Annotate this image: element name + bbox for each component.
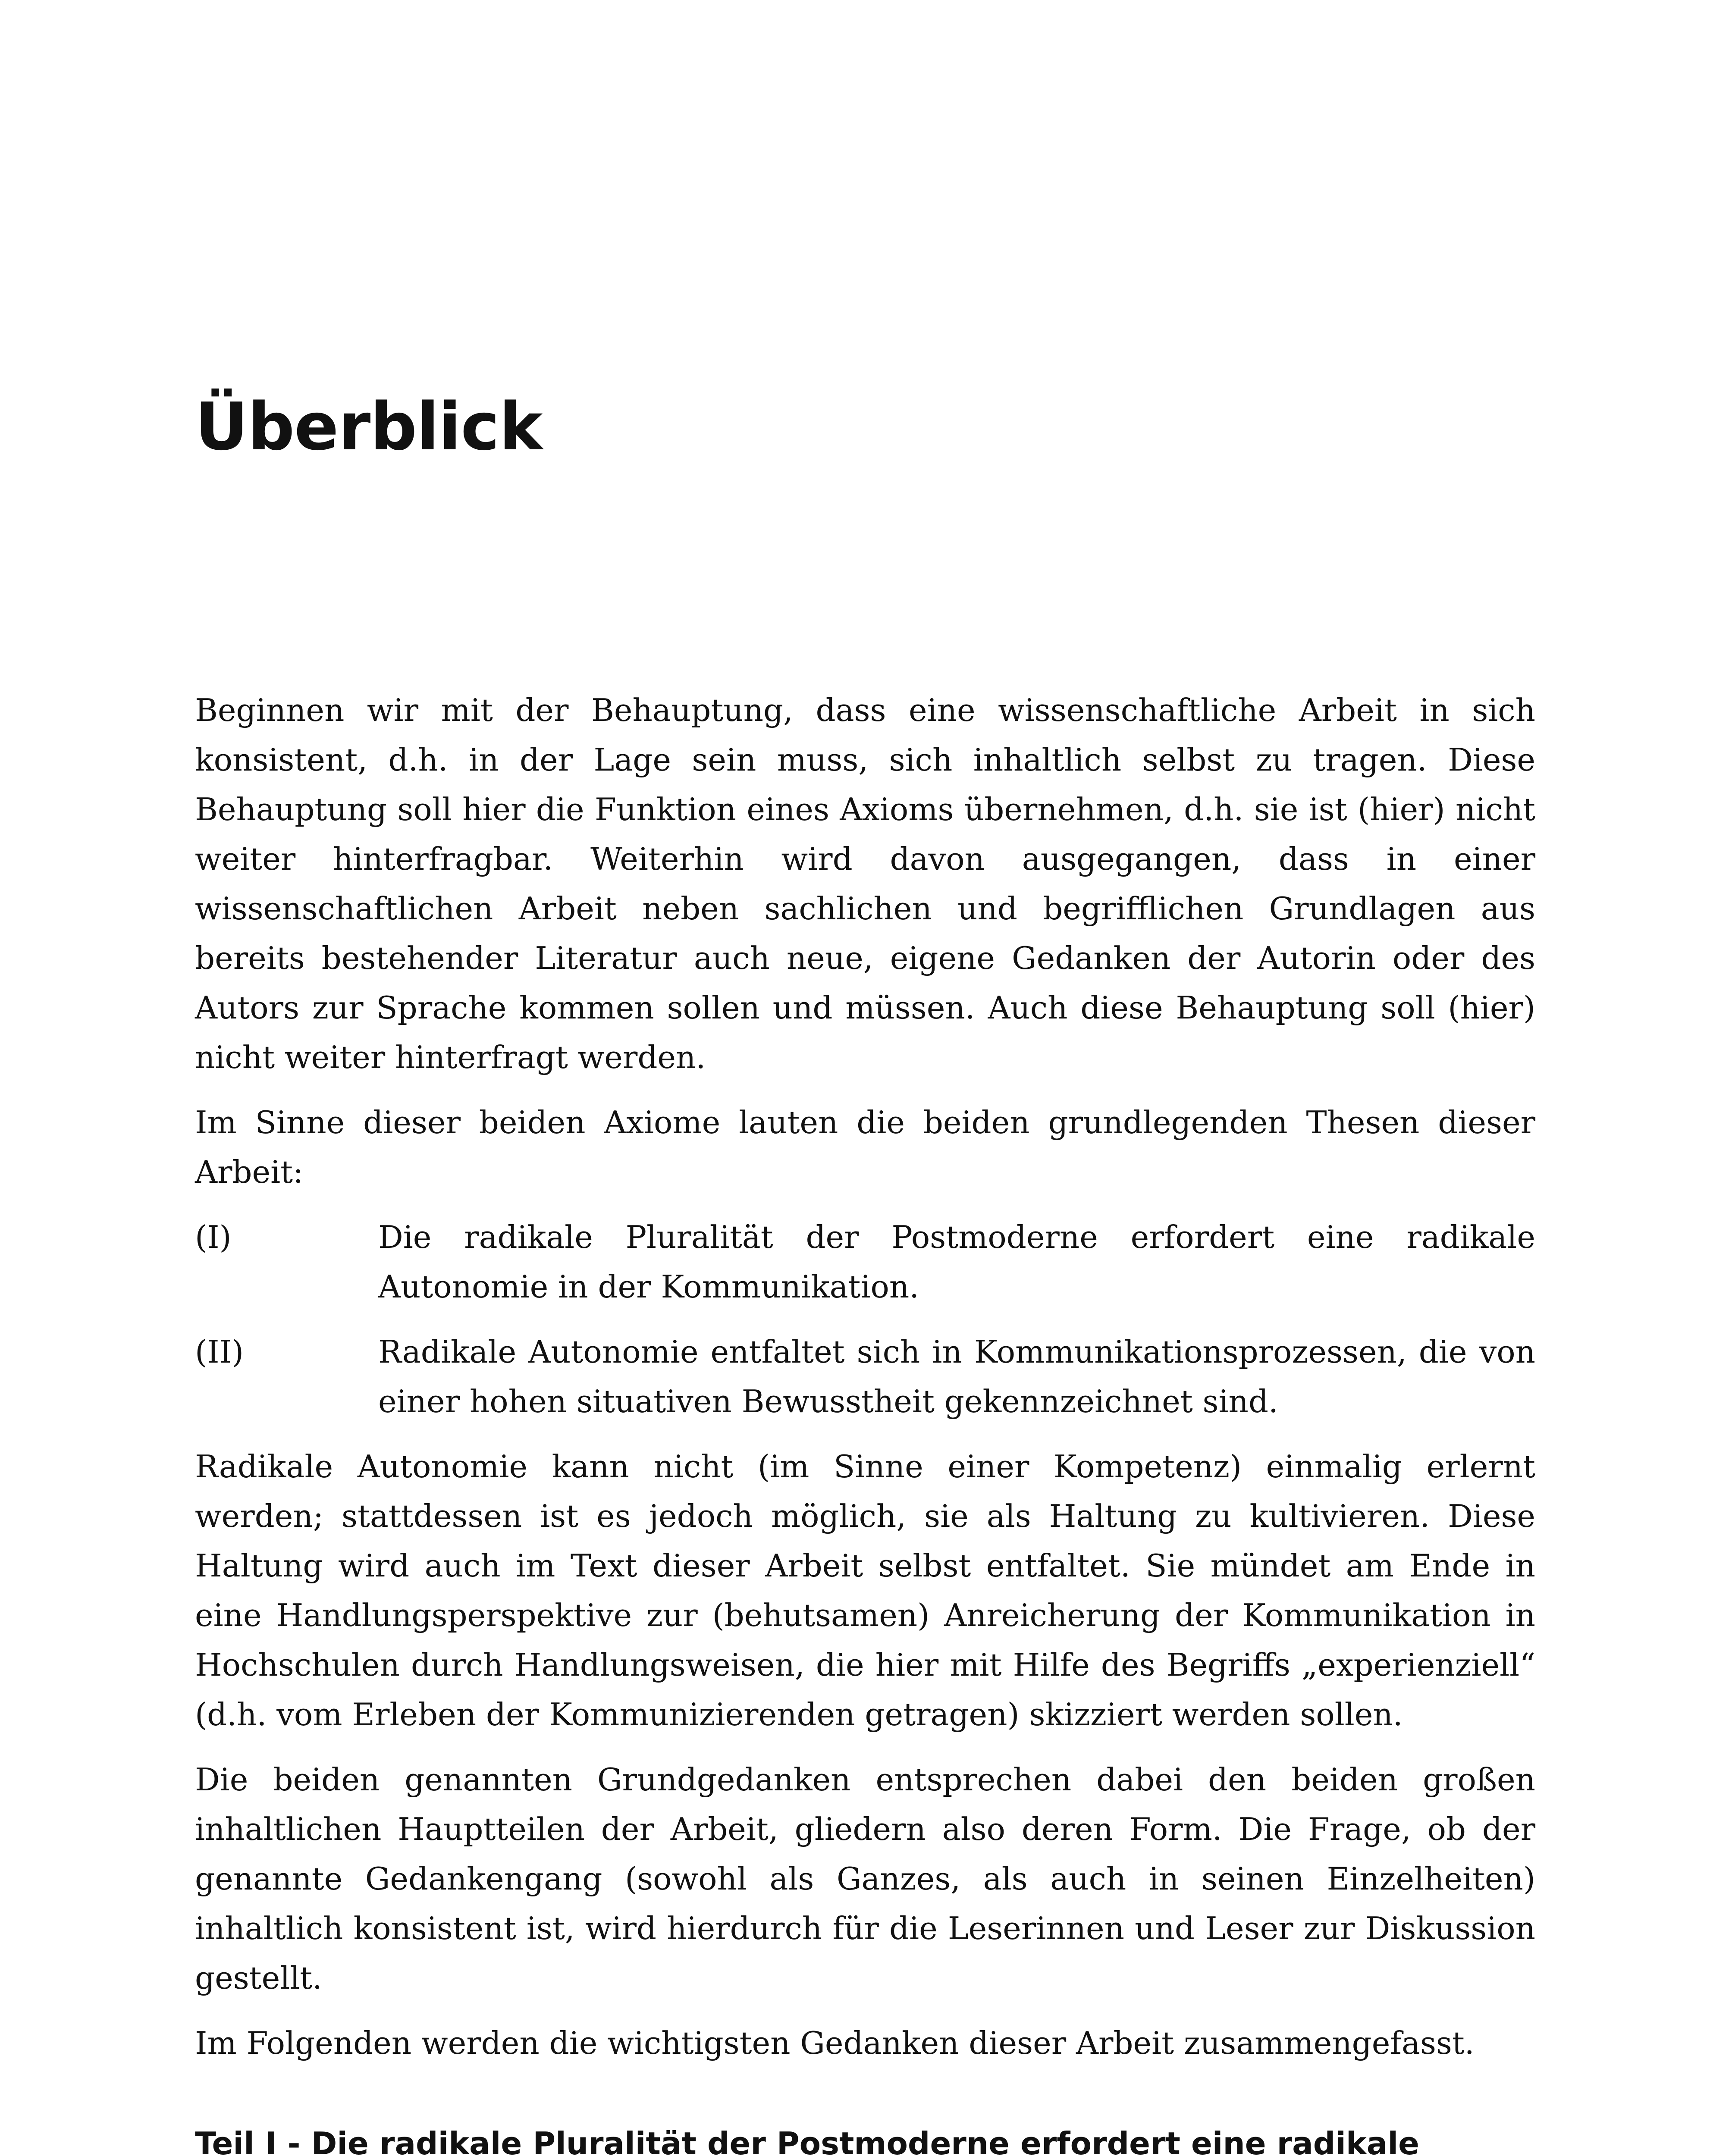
body-paragraph-3: Im Folgenden werden die wichtigsten Gedanken dieser Arbeit zusammengefasst.	[195, 2025, 1475, 2061]
body-paragraph-1: Radikale Autonomie kann nicht (im Sinne einer Kompetenz) einmalig erlernt werden; stattdessen ist es jedoch möglich, sie als Haltung zu kultivieren. Diese Haltung wird auch im Text dieser Arbeit selbst entfaltet. Sie mündet am Ende in eine Handlungsperspektive zur (behutsamen) Anreicherung der Kommunikation in Hochschulen durch Handlungsweisen, die hier mit Hilfe des Begriffs „experienziell“ (d.h. vom Erleben der Kommunizierenden getragen) skizziert werden sollen.	[195, 1448, 1535, 1733]
thesis-number: (I)	[195, 1219, 232, 1255]
body-paragraph-2: Die beiden genannten Grundgedanken entsprechen dabei den beiden großen inhaltlichen Hauptteilen der Arbeit, gliedern also deren Form. Die Frage, ob der genannte Gedankengang (sowohl als Ganzes, als auch in seinen Einzelheiten) inhaltlich konsistent ist, wird hierdurch für die Leserinnen und Leser zur Diskussion gestellt.	[195, 1761, 1535, 1996]
thesis-item-2	[195, 1327, 1535, 1426]
part-heading: Teil I - Die radikale Pluralität der Postmoderne erfordert eine radikale	[195, 2125, 1419, 2156]
chapter-title: Überblick	[195, 389, 543, 465]
thesis-item-1	[195, 1213, 1535, 1312]
thesis-number: (II)	[195, 1334, 244, 1370]
thesis-text: Radikale Autonomie entfaltet sich in Kommunikationsprozessen, die von einer hohen situativen Bewusstheit gekennzeichnet sind.	[378, 1334, 1535, 1420]
intro-paragraph-2: Im Sinne dieser beiden Axiome lauten die beiden grundlegenden Thesen dieser Arbeit:	[195, 1104, 1535, 1190]
page-content	[195, 388, 1535, 2156]
intro-paragraph-1: Beginnen wir mit der Behauptung, dass eine wissenschaftliche Arbeit in sich konsistent, d.h. in der Lage sein muss, sich inhaltlich selbst zu tragen. Diese Behauptung soll hier die Funktion eines Axioms übernehmen, d.h. sie ist (hier) nicht weiter hinterfragbar. Weiterhin wird davon ausgegangen, dass in einer wissenschaftlichen Arbeit neben sachlichen und begrifflichen Grundlagen aus bereits bestehender Literatur auch neue, eigene Gedanken der Autorin oder des Autors zur Sprache kommen sollen und müssen. Auch diese Behauptung soll (hier) nicht weiter hinterfragt werden.	[195, 692, 1535, 1075]
thesis-text: Die radikale Pluralität der Postmoderne erfordert eine radikale Autonomie in der Kommunikation.	[378, 1219, 1535, 1305]
